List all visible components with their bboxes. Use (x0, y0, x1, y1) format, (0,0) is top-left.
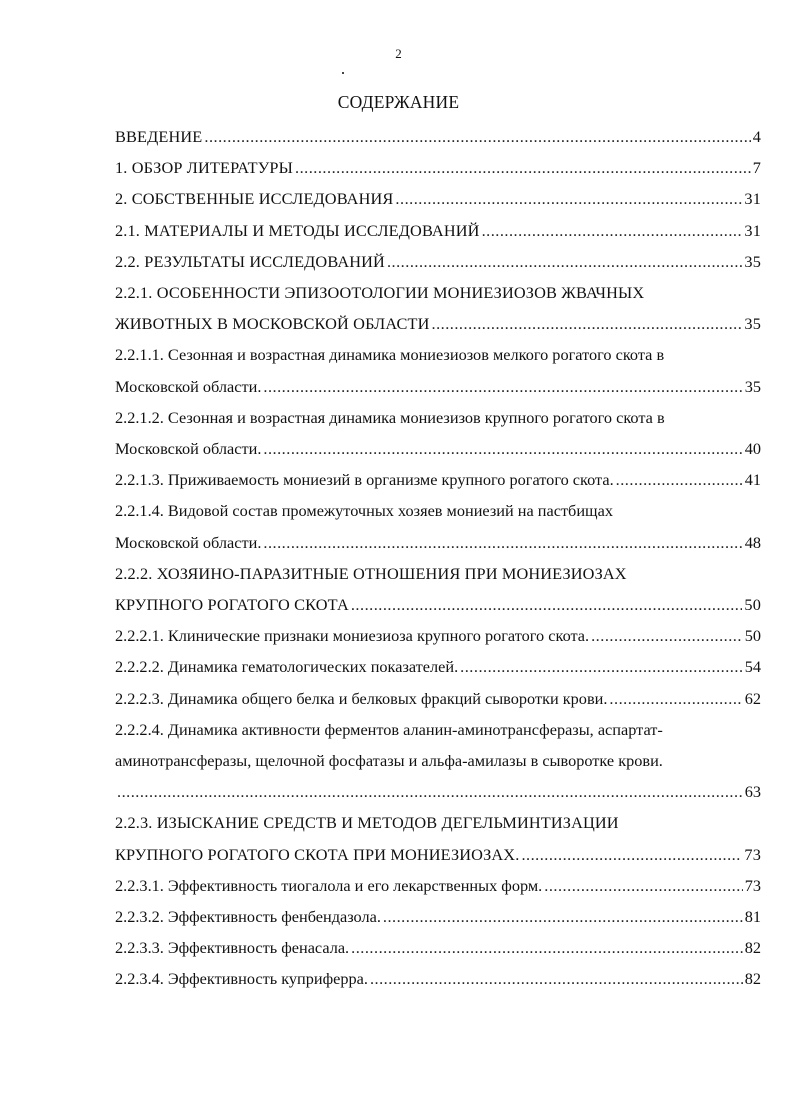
page-number: 2 (395, 46, 402, 61)
toc-entry-last-line (115, 620, 761, 651)
toc-entry-last-line (115, 683, 761, 714)
toc-entry-title: 2.2.2.3. Динамика общего белка и белковых фракций сыворотки крови. (115, 688, 608, 708)
toc-entry-last-line (115, 246, 761, 277)
toc-entry-title: 2.2.2.1. Клинические признаки мониезиоза крупного рогатого скота. (115, 626, 590, 646)
toc-entry-title: Московской области. (115, 376, 262, 396)
toc-entry[interactable] (115, 963, 761, 994)
toc-entry[interactable] (115, 215, 761, 246)
toc-entry[interactable] (115, 620, 761, 651)
toc-entry-title: 1. ОБЗОР ЛИТЕРАТУРЫ (115, 158, 293, 178)
toc-entry-line: 2.2.1.1. Сезонная и возрастная динамика мониезиозов мелкого рогатого скота в (115, 345, 665, 365)
toc-entry-page: 31 (744, 220, 761, 240)
toc-entry-page: 35 (744, 376, 761, 396)
toc-entry-title: 2.1. МАТЕРИАЛЫ И МЕТОДЫ ИССЛЕДОВАНИЙ (115, 220, 480, 240)
toc-entry-title: КРУПНОГО РОГАТОГО СКОТА (115, 595, 349, 615)
scan-speck (342, 72, 344, 74)
dot-leader (460, 651, 743, 682)
toc-entry-page: 35 (744, 251, 761, 271)
toc-entry[interactable] (115, 870, 761, 901)
toc-entry-page: 50 (744, 626, 761, 646)
toc-entry[interactable] (115, 901, 761, 932)
toc-entry-title: ЖИВОТНЫХ В МОСКОВСКОЙ ОБЛАСТИ (115, 314, 430, 334)
toc-entry[interactable] (115, 464, 761, 495)
toc-entry[interactable] (115, 121, 761, 152)
toc-entry-last-line (115, 308, 761, 339)
toc-entry[interactable] (115, 277, 761, 339)
dot-leader (544, 870, 742, 901)
dot-leader (117, 776, 743, 807)
toc-entry[interactable] (115, 402, 761, 464)
toc-entry-title: 2.2.3.2. Эффективность фенбендазола. (115, 907, 381, 927)
toc-entry-last-line (115, 963, 761, 994)
dot-leader (263, 527, 742, 558)
toc-entry-page: 35 (744, 314, 761, 334)
toc-entry-last-line (115, 152, 761, 183)
dot-leader (383, 901, 743, 932)
toc-entry-title: Московской области. (115, 532, 262, 552)
toc-entry-page: 62 (744, 688, 761, 708)
toc-entry-page: 73 (744, 844, 761, 864)
toc-entry-title: 2.2.3.1. Эффективность тиогалола и его лекарственных форм. (115, 875, 543, 895)
dot-leader (263, 433, 742, 464)
toc-entry[interactable] (115, 558, 761, 620)
toc-entry-page: 63 (744, 782, 761, 802)
toc-entry-title: КРУПНОГО РОГАТОГО СКОТА ПРИ МОНИЕЗИОЗАХ. (115, 844, 520, 864)
dot-leader (370, 963, 743, 994)
dot-leader (351, 589, 743, 620)
toc-entry-page: 50 (744, 595, 761, 615)
dot-leader (395, 183, 742, 214)
toc-entry-title: 2. СОБСТВЕННЫЕ ИССЛЕДОВАНИЯ (115, 189, 394, 209)
toc-entry-last-line (115, 589, 761, 620)
toc-entry-page: 54 (744, 657, 761, 677)
dot-leader (295, 152, 751, 183)
toc-entry-page: 4 (752, 127, 761, 146)
dot-leader (204, 121, 750, 152)
toc-entry-page: 41 (744, 470, 761, 490)
toc-entry-page: 7 (752, 158, 761, 178)
dot-leader (263, 371, 742, 402)
toc-entry[interactable] (115, 495, 761, 557)
toc-entry-page: 31 (744, 189, 761, 209)
toc-entry-page: 82 (744, 969, 761, 989)
toc-entry-last-line (115, 776, 761, 807)
dot-leader (387, 246, 742, 277)
toc-entry-line: 2.2.2. ХОЗЯИНО-ПАРАЗИТНЫЕ ОТНОШЕНИЯ ПРИ МОНИЕЗИОЗАХ (115, 563, 627, 583)
toc-title: СОДЕРЖАНИЕ (337, 92, 460, 112)
toc-entry-last-line (115, 371, 761, 402)
toc-entry-last-line (115, 901, 761, 932)
toc-entry[interactable] (115, 651, 761, 682)
toc-entry[interactable] (115, 152, 761, 183)
toc-entry-last-line (115, 932, 761, 963)
toc-entry-title: Московской области. (115, 439, 262, 459)
dot-leader (616, 464, 743, 495)
table-of-contents (115, 121, 761, 995)
toc-entry-last-line (115, 121, 761, 152)
toc-entry-last-line (115, 651, 761, 682)
toc-entry-last-line (115, 183, 761, 214)
toc-entry[interactable] (115, 246, 761, 277)
toc-entry-last-line (115, 464, 761, 495)
dot-leader (591, 620, 743, 651)
toc-entry-page: 82 (744, 938, 761, 958)
toc-entry-title: ВВЕДЕНИЕ (115, 127, 203, 146)
toc-entry-last-line (115, 870, 761, 901)
toc-entry-last-line (115, 433, 761, 464)
toc-entry[interactable] (115, 714, 761, 808)
toc-entry-line: 2.2.3. ИЗЫСКАНИЕ СРЕДСТВ И МЕТОДОВ ДЕГЕЛЬМИНТИЗАЦИИ (115, 813, 619, 833)
toc-entry-last-line (115, 839, 761, 870)
toc-entry-page: 48 (744, 532, 761, 552)
dot-leader (609, 683, 742, 714)
toc-entry[interactable] (115, 932, 761, 963)
toc-entry-line: 2.2.1.4. Видовой состав промежуточных хозяев мониезий на пастбищах (115, 501, 613, 521)
toc-entry-title: 2.2.1.3. Приживаемость мониезий в организме крупного рогатого скота. (115, 470, 614, 490)
dot-leader (521, 839, 742, 870)
toc-entry-line: 2.2.1.2. Сезонная и возрастная динамика мониезизов крупного рогатого скота в (115, 407, 665, 427)
toc-entry-page: 73 (744, 875, 761, 895)
dot-leader (432, 308, 743, 339)
toc-entry-line: 2.2.2.4. Динамика активности ферментов аланин-аминотрансферазы, аспартат- (115, 719, 663, 739)
toc-entry[interactable] (115, 339, 761, 401)
toc-entry-title: 2.2.2.2. Динамика гематологических показателей. (115, 657, 459, 677)
toc-entry[interactable] (115, 807, 761, 869)
toc-entry[interactable] (115, 683, 761, 714)
dot-leader (482, 215, 743, 246)
toc-entry-title: 2.2. РЕЗУЛЬТАТЫ ИССЛЕДОВАНИЙ (115, 251, 385, 271)
toc-entry-line: аминотрансферазы, щелочной фосфатазы и альфа-амилазы в сыворотке крови. (115, 751, 663, 771)
toc-entry-page: 81 (744, 907, 761, 927)
toc-entry-last-line (115, 527, 761, 558)
dot-leader (351, 932, 743, 963)
toc-entry[interactable] (115, 183, 761, 214)
toc-entry-line: 2.2.1. ОСОБЕННОСТИ ЭПИЗООТОЛОГИИ МОНИЕЗИОЗОВ ЖВАЧНЫХ (115, 283, 645, 303)
toc-entry-title: 2.2.3.3. Эффективность фенасала. (115, 938, 350, 958)
toc-entry-last-line (115, 215, 761, 246)
toc-entry-title: 2.2.3.4. Эффективность куприферра. (115, 969, 368, 989)
toc-entry-page: 40 (744, 439, 761, 459)
